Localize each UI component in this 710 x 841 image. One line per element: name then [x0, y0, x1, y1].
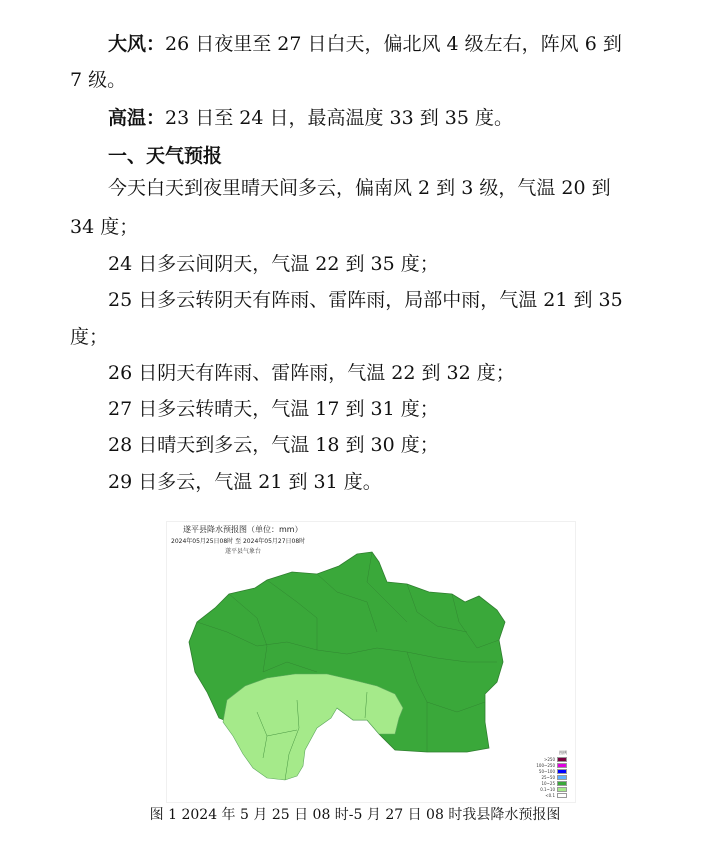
- paragraph-text: 26 日夜里至 27 日白天，偏北风 4 级左右，阵风 6 到: [165, 33, 622, 55]
- paragraph-text: 今天白天到夜里晴天间多云，偏南风 2 到 3 级，气温 20 到: [108, 177, 611, 199]
- legend-swatch: [557, 781, 567, 786]
- paragraph-wind: [70, 28, 650, 60]
- light-rain-region: [223, 674, 403, 780]
- legend-label: >250: [544, 756, 555, 762]
- legend-swatch: [557, 787, 567, 792]
- legend-title: 图例: [559, 750, 567, 755]
- county-map-graphic: [167, 522, 575, 802]
- legend-item: [527, 792, 567, 798]
- heading-text: 一、天气预报: [108, 145, 223, 167]
- legend-label: 25~50: [541, 774, 555, 780]
- legend-label: 100~250: [536, 762, 555, 768]
- paragraph-day28: [70, 429, 650, 461]
- paragraph-text: 26 日阴天有阵雨、雷阵雨，气温 22 到 32 度；: [108, 362, 515, 384]
- paragraph-day29: [70, 466, 650, 498]
- paragraph-day25-cont: [70, 321, 650, 353]
- paragraph-day27: [70, 393, 650, 425]
- paragraph-text: 29 日多云，气温 21 到 31 度。: [108, 471, 382, 493]
- legend-swatch: [557, 769, 567, 774]
- paragraph-label: 高温：: [108, 107, 166, 129]
- paragraph-label: 大风：: [108, 33, 166, 55]
- legend-swatch: [557, 757, 567, 762]
- paragraph-text: 34 度；: [70, 216, 139, 238]
- paragraph-text: 度；: [70, 326, 109, 348]
- map-title: 遂平县降水预报图（单位：mm）: [183, 525, 303, 534]
- paragraph-day24: [70, 248, 650, 280]
- legend-label: 50~100: [538, 768, 555, 774]
- map-legend: [527, 750, 567, 798]
- paragraph-text: 27 日多云转晴天，气温 17 到 31 度；: [108, 398, 439, 420]
- legend-swatch: [557, 763, 567, 768]
- legend-swatch: [557, 775, 567, 780]
- figure-caption: 图 1 2024 年 5 月 25 日 08 时-5 月 27 日 08 时我县降水预报图: [149, 807, 561, 823]
- paragraph-text: 25 日多云转阴天有阵雨、雷阵雨，局部中雨，气温 21 到 35: [108, 289, 623, 311]
- paragraph-heat: [70, 102, 650, 134]
- paragraph-wind-cont: [70, 64, 650, 96]
- precipitation-map: [166, 521, 576, 803]
- paragraph-today-cont: [70, 211, 650, 243]
- paragraph-today: [70, 172, 650, 204]
- paragraph-day25: [70, 284, 650, 316]
- map-org: 遂平县气象台: [225, 548, 262, 555]
- paragraph-day26: [70, 357, 650, 389]
- map-subtitle: 2024年05月25日08时 至 2024年05月27日08时: [171, 538, 306, 545]
- paragraph-text: 7 级。: [70, 69, 127, 91]
- legend-label: 0.1~10: [540, 786, 555, 792]
- legend-label: <0.1: [545, 792, 555, 798]
- section-heading: [70, 140, 650, 172]
- legend-label: 10~25: [541, 780, 555, 786]
- paragraph-text: 28 日晴天到多云，气温 18 到 30 度；: [108, 434, 439, 456]
- legend-swatch: [557, 793, 567, 798]
- paragraph-text: 23 日至 24 日，最高温度 33 到 35 度。: [165, 107, 514, 129]
- paragraph-text: 24 日多云间阴天，气温 22 到 35 度；: [108, 253, 439, 275]
